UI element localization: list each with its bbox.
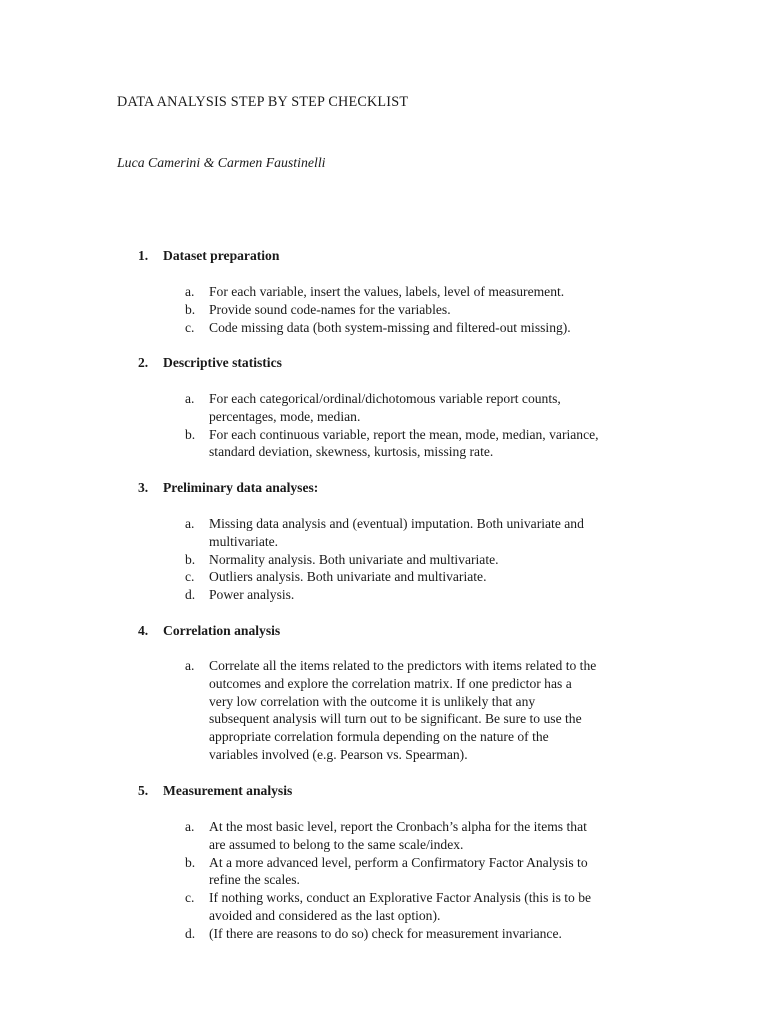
item-letter: a. [185,819,195,834]
item-text [209,818,649,854]
item-letter: b. [185,426,196,442]
item-text [209,426,649,462]
item-text [209,586,649,604]
checklist-item [185,515,665,551]
item-text [209,925,649,943]
item-text [209,515,649,551]
section-title: Correlation analysis [163,623,281,638]
section-heading [138,479,318,497]
checklist-item [185,551,665,569]
item-text-line: Normality analysis. Both univariate and multivariate. [209,551,499,567]
checklist-item [185,426,665,462]
section-heading [138,782,292,800]
item-letter: c. [185,319,195,335]
checklist-item [185,586,665,604]
item-text [209,551,649,569]
item-text-line: At a more advanced level, perform a Confirmatory Factor Analysis to [209,854,588,870]
item-text-line: (If there are reasons to do so) check for measurement invariance. [209,925,562,941]
item-text-line: Code missing data (both system-missing and filtered-out missing). [209,319,571,335]
checklist-item [185,925,665,943]
item-letter: d. [185,925,196,941]
checklist-item [185,854,665,890]
section-number: 1. [138,248,149,263]
item-text-line: If nothing works, conduct an Explorative Factor Analysis (this is to be [209,890,592,906]
item-text-line: avoided and considered as the last option). [209,907,441,923]
document-title: DATA ANALYSIS STEP BY STEP CHECKLIST [117,94,409,110]
item-letter: a. [185,658,195,673]
section-title: Dataset preparation [163,248,280,263]
section-title: Preliminary data analyses: [163,480,319,495]
item-text [209,568,649,586]
item-text-line: very low correlation with the outcome it is unlikely that any [209,693,536,709]
checklist-item [185,390,665,426]
document-authors: Luca Camerini & Carmen Faustinelli [117,155,326,170]
section-number: 2. [138,355,149,370]
item-letter: a. [185,516,195,531]
item-text-line: are assumed to belong to the same scale/index. [209,836,464,852]
item-text-line: standard deviation, skewness, kurtosis, missing rate. [209,444,494,460]
item-text-line: Missing data analysis and (eventual) imputation. Both univariate and [209,516,584,531]
item-text [209,319,649,337]
section-title: Measurement analysis [163,783,293,798]
section-heading [138,622,280,640]
item-text-line: multivariate. [209,533,279,549]
item-letter: b. [185,551,196,567]
item-text-line: For each categorical/ordinal/dichotomous variable report counts, [209,391,561,406]
item-text [209,390,649,426]
section-number: 4. [138,623,149,638]
item-text-line: outcomes and explore the correlation matrix. If one predictor has a [209,675,572,691]
checklist-item [185,568,665,586]
item-text-line: percentages, mode, median. [209,408,361,424]
item-letter: a. [185,391,195,406]
checklist-item [185,889,665,925]
item-text [209,854,649,890]
item-text-line: variables involved (e.g. Pearson vs. Spearman). [209,746,468,762]
section-number: 5. [138,783,149,798]
item-text-line: Correlate all the items related to the predictors with items related to the [209,658,597,673]
item-text-line: At the most basic level, report the Cronbach’s alpha for the items that [209,819,587,834]
item-letter: b. [185,301,196,317]
item-text-line: appropriate correlation formula depending on the nature of the [209,729,549,745]
item-text-line: For each continuous variable, report the mean, mode, median, variance, [209,426,599,442]
item-text [209,889,649,925]
checklist-item [185,818,665,854]
checklist-item [185,283,665,301]
checklist-item [185,319,665,337]
item-text-line: Power analysis. [209,587,295,603]
checklist-item [185,301,665,319]
checklist-item [185,657,665,764]
item-letter: d. [185,587,196,603]
item-text [209,283,649,301]
section-heading [138,354,282,372]
item-text [209,301,649,319]
item-text-line: For each variable, insert the values, labels, level of measurement. [209,284,565,299]
item-letter: b. [185,854,196,870]
item-text-line: subsequent analysis will turn out to be significant. Be sure to use the [209,711,582,727]
item-text-line: Provide sound code-names for the variables. [209,301,451,317]
item-text-line: refine the scales. [209,872,300,888]
section-heading [138,247,279,265]
item-letter: c. [185,890,195,906]
section-number: 3. [138,480,149,495]
section-title: Descriptive statistics [163,355,282,370]
item-text-line: Outliers analysis. Both univariate and multivariate. [209,569,487,585]
item-text [209,657,649,764]
item-letter: a. [185,284,195,299]
item-letter: c. [185,569,195,585]
